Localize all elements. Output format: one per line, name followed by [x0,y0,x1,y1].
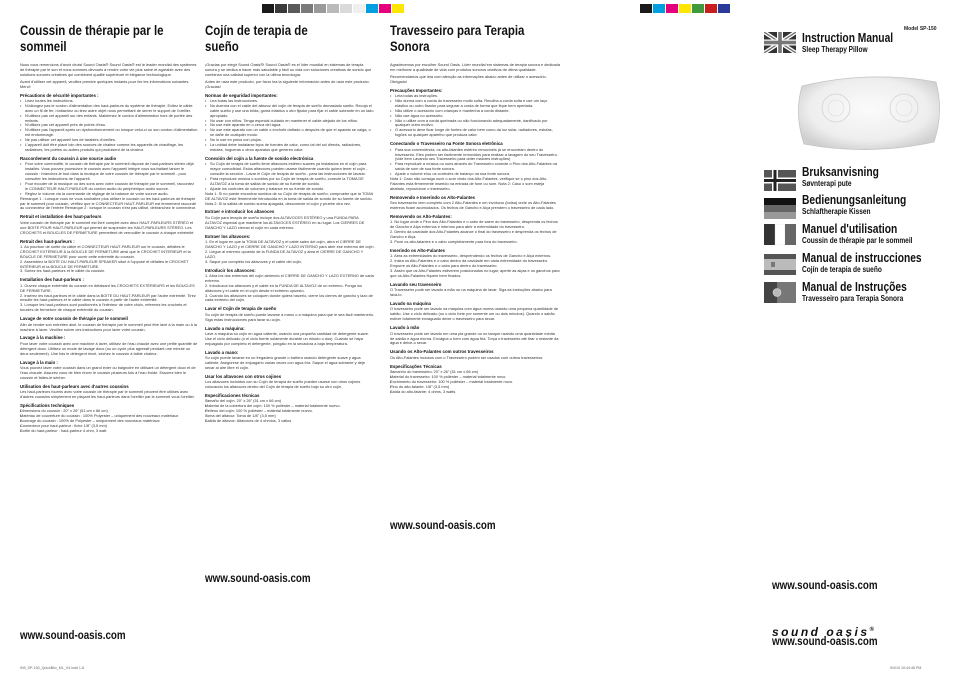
column-portuguese [390,22,560,395]
flag-icon-pt [764,282,796,303]
list-item: 1. No lugar onde o Pino dos Alto-Falantes e o cabo de saem do travesseiro, desprenda os fechos de Gancho e Alça externos e internos para abrir a extremidade do travesseiro. [390,219,558,230]
subsection-heading: Especificações Técnicas [390,363,442,369]
manual-subtitle-text: Schlaftherapie Kissen [802,207,871,216]
color-swatch [392,4,404,13]
color-swatch [653,4,665,13]
subsection-heading: Introducir los altavoces: [205,267,256,273]
list-item: • Sortie du haut-parleur : haut-parleur 4 ohm, 3 watt [20,429,198,434]
manual-title-text: Manuel d'utilisation [802,222,898,236]
list-item: • No use este aparato con un cable o enchufe dañado o después de que el aparato se caiga, o se dañe de cualquier modo. [205,128,375,138]
column-spanish [205,22,375,424]
list-item: 1. Ouvrez chaque extrémité du coussin en défaisant les CROCHETS EXTÉRIEURS et les BOUCLES DE FERMETURE. [20,282,195,293]
list-item: 2. Insira os Alto-Falantes e o cabo dentro da cavidade em cada extremidade do travesseiro. Empurre os Alto-Falantes e o cabo para dentro do travesseiro. [390,258,549,269]
list-item: • Pour votre commodité, le coussin de thérapie par le sommeil dispose de haut-parleurs stéréo déjà installés. Vous pouvez poursuivre le coussin avec l'appareil intégré vous souhaitant lancer le coussin : branchez-le tout dans la musique de votre coussin de thérapie par le sommeil - pour consulter les instructions de l'appareil. [20,162,198,182]
bullet-list [390,370,560,395]
list-item: 2. Llegue al extremo opuesto de la FUNDA DE ALTAVOZ y abra el CIERRE DE GANCHO Y LAZO. [205,248,364,259]
color-swatch [301,4,313,13]
list-item: • Para reproduzir a música ou sons através do Travesseiro conecte o Pino dos Alto-Falantes na saída de som de sua fonte sonora. [390,162,560,172]
list-item: • Material do travesseiro: 100 % poliéster – material totalmente novo. [390,375,560,380]
bullet-list [205,99,375,153]
subsection-heading: Conectando o Travesseiro na Fonte Sonora eletrônica [390,141,503,147]
subsection-heading: Usando os Alto-Falantes com outros travesseiros [390,349,494,355]
website-link-spanish[interactable]: www.sound-oasis.com [205,573,311,585]
color-swatch [353,4,365,13]
subsection-heading: Lavado a máquina: [205,325,245,331]
subsection-heading: Installation des haut-parleurs : [20,277,84,283]
color-swatch [366,4,378,13]
print-footer-right: 9/4/10 10:44:46 PM [890,666,922,670]
flag-icon-de [764,198,796,219]
color-swatch [314,4,326,13]
intro-text-2: Avant d'utiliser cet appareil, veuillez prendre quelques instants pour lire les informations suivantes. Merci! [20,78,190,89]
manual-subtitle-text: Søvnterapi pute [802,179,852,188]
list-item: • L'appareil doit être placé loin des sources de chaleur comme les appareils de chauffage, les radiateurs, les poêles ou autres produits qui produisent de la chaleur. [20,143,198,153]
body-paragraph: Nota 1: Si no puede encontrar sonidos de su Cojín de terapia de sueño, compruebe que la TOMA DE ALTAVOZ esté firmemente introducida en la toma de salida de sonido de su fuente de sonido. Nota 2: Si la salida de sonido suena apagada, desconecte el cojín y pruebe otra vez. [205,190,373,206]
list-item: • No lo use en pelos con piojos. [205,138,375,143]
subsection-heading: Raccordement du coussin à une source audio [20,155,117,161]
column-french [20,22,198,434]
list-item: • N'utilisez pas cet appareil sur des enfants. Maintenez le cordon d'alimentation hors de portée des enfants. [20,114,198,124]
list-item: 3. Sortez les haut-parleurs et le câble du coussin. [20,268,106,274]
subsection-heading: Précautions de sécurité importantes : [20,92,99,98]
color-swatch [275,4,287,13]
bullet-list [20,245,198,274]
subsection-heading: Lavado na máquina [390,301,431,307]
list-item: • Lisez toutes les instructions. [20,99,198,104]
manual-title-de [802,193,906,217]
list-item: 3. Lorsque les haut-parleurs sont positionnés à l'intérieur de votre choix, refermez les crochets et boucles de fermeture de chaque extrémité du coussin. [20,302,187,313]
website-link-portuguese[interactable]: www.sound-oasis.com [390,520,496,532]
color-swatch [679,4,691,13]
list-item: 3. Cuando los altavoces se coloquen donde quiera hacerlo, cierre los cierres de gancho y lazo de cada extremo del cojín. [205,292,373,303]
body-paragraph: O Travesseiro pode ser lavado a mão ou na máquina de lavar. Siga as instruções abaixo para lavá-lo. [390,287,552,298]
manual-title-text: Bruksanvisning [802,165,879,179]
body-paragraph: Su cojín puede lavarse en un fregadero grande o bañera usando detergente suave y agua caliente. Asegúrese de enjuagarlo varias veces con agua fría. Saque el agua sobrante y deje secar al aire libre el cojín. [205,355,366,370]
section-title: Cojín de terapia de sueño [205,22,308,54]
body-paragraph: Remarque 1 : Lorsque vous ne vous souhaitez plus utiliser le coussin ou les haut-parleurs de thérapie par le sommeil pour coussin, vérifiez que le CONNECTEUR HAUT-PARLEUR est fermement raccordé au connecteur de l'entrée Remarque 2 : lorsque le coussin n'est pas utilisé, débranchez le connecteur. [20,195,197,211]
list-item: • Leia todas as instruções. [390,94,560,99]
manual-title-no [802,165,879,189]
list-item: • Enchimento do travesseiro: 100 % poliéster – material totalmente novo. [390,380,560,385]
color-swatch [718,4,730,13]
print-footer-left: IN9_SP-150_QuickBkx_ML_V4.indd 1-8 [20,666,85,670]
manual-subtitle-text: Cojín de terapia de sueño [802,265,882,274]
manual-title-text: Manual de Instruções [802,280,907,294]
manual-title-pt [802,280,907,304]
color-swatch [379,4,391,13]
color-swatch [288,4,300,13]
bullet-list [20,284,198,313]
list-item: • Saída do alto-falante: 4 ohms, 3 watts [390,390,560,395]
flag-icon-no [764,170,796,191]
bullet-list [205,162,375,191]
subsection-heading: Retrait et installation des haut-parleurs [20,214,102,220]
list-item: • Não durma com a corda do travesseiro muito solta. Recolha a corda solta e use um laço elástico ou outro fixador para segurar a corda de forma que fique bem apertada. [390,99,560,109]
list-item: • Ajuste o volume e/ou os controles de balanço na sua fonte sonora. [390,172,560,177]
subsection-heading: Removendo e Inserindo os Alto-Falantes [390,194,475,200]
list-item: • Relleno del cojín: 100 % poliéster – material totalmente nuevo. [205,409,375,414]
list-item: 3. Saque por completo los altavoces y el cable del cojín. [205,258,302,264]
flag-icon-fr [764,224,796,245]
list-item: • Não o utilize com a corda quebrada ou não funcionando adequadamente, danificado por qualquer outro motivo. [390,119,560,129]
model-number: Model SP-150 [904,26,937,32]
subsection-heading: Inserindo os Alto-Falantes [390,247,445,253]
list-item: • La unidad debe instalarse lejos de fuentes de calor, como tal del sol directa, radiadores, estufas, hogueras u otros aparatos que generen calor. [205,143,375,153]
list-item: • No duerma con el cable del altavoz del cojín de terapia de sueño demasiado suelto. Recoja el cable suelto y use una brida, goma elástica u otro fijador para fijar el cable sobrante en un lado apropiado. [205,104,375,119]
list-item: 1. Abra as extremidades do travesseiro, desprendendo os fechos de Gancho e Alça externos. [390,253,552,259]
manual-title-uk [802,31,893,55]
body-paragraph: Su Cojín para terapia de sueño incluye dos ALTAVOCES ESTÉREO y una FUNDA PARA ALTAVOZ especial que mantiene los ALTAVOCES ESTÉREO en su lugar. Los CIERRES DE GANCHO Y LAZO cierran el cojín en cada extremo. [205,214,365,230]
bullet-list [390,94,560,138]
list-item: • Para sua conveniência, os alto-falantes estéreo removíveis já se encontram dentro do travesseiro. Eles podem ser facilmente removidos para realizar a lavagem do seu Travesseiro. (vide item Lavando seu Travesseiro para obter maiores instruções) [390,148,560,163]
subsection-heading: Lavage à la main : [20,359,58,365]
body-paragraph: Su cojín de terapia de sueño puede lavarse a mano o a máquina para que le sea fácil mantenerlo. Siga estas instrucciones para lavar su cojín. [205,311,375,322]
body-paragraph: Votre coussin de thérapie par le sommeil est livré complet avec deux HAUT-PARLEURS STÉRÉO et une BOITE POUR HAUT-PARLEUR qui permet de suspendre les HAUT-PARLEURS STÉRÉO. Les CROCHETS et BOUCLES DE FERMETURE permettent de verrouiller le coussin à chaque extrémité. [20,219,195,235]
subsection-heading: Lavando seu travesseiro [390,281,442,287]
color-swatch [666,4,678,13]
body-paragraph: Vous pouvez laver votre coussin dans un grand évier ou baignoire en utilisant un détergent doux et de l'eau chaude. Assurez vous de bien rincer le coussin plusieurs fois à l'eau froide. Essorez bien le coussin et faites-le sécher. [20,364,196,380]
pillow-image [794,68,944,156]
body-paragraph: O travesseiro pode ser lavado na máquina com água morna usando uma pequena quantidade de sabão. Use o ciclo delicado (ou o ciclo forte por somente um ou dois minutos). Quando o sabão estiver totalmente enxaguado deixe o travesseiro para secar. [390,306,559,322]
list-item: 1. Abra los dos extremos del cojín abriendo el CIERRE DE GANCHO Y LAZO EXTERNO de cada extremo. [205,272,374,283]
body-paragraph: Lave a máquina su cojín en agua caliente, usando una pequeña cantidad de detergente suave. Use el ciclo delicado (o el ciclo fuerte solamente durante un minuto o dos). Cuando se haya enjuagado por completo el detergente, póngalo en la secadora a baja temperatura. [205,331,369,346]
bullet-list [205,274,375,303]
color-registration-bar [262,4,404,13]
subsection-heading: Extraer e introducir los altavoces [205,209,275,215]
intro-text-2: Recomendamos que leia com atenção as informações abaixo antes de utilizar o acessório. Obrigado! [390,73,547,84]
body-paragraph: Los altavoces incluidos con su Cojín de terapia de sueño pueden usarse con otros cojines colocando los altavoces dentro del Cojín de terapia de sueño bajo su otro cojín. [205,379,361,390]
section-title: Coussin de thérapie par le sommeil [20,22,164,54]
website-link-french[interactable]: www.sound-oasis.com [20,630,126,642]
website-link-bottom[interactable]: www.sound-oasis.com [772,636,878,648]
list-item: • Pino do alto-falante: 1/8" (3,5 mm) [390,385,560,390]
list-item: • Para reproducir música o sonidos por su Cojín de terapia de sueño, conecte la TOMA DE ALTAVOZ a la toma de salida de sonido de su fuente de sonido. [205,177,375,187]
subsection-heading: Normas de seguridad importantes: [205,92,278,98]
bullet-list [20,99,198,153]
body-paragraph: O travesseiro pode ser lavado em uma pia grande ou no tanque usando uma quantidade média de sabão e água morna. Enxágue-o bem com água fria. Torça o travesseiro até tirar o restante da água e deixe-o secar. [390,330,559,346]
list-item: 3. Assim que os Alto-Falantes estiverem posicionados no lugar, aperte as alças e os ganchos para que os Alto-Falantes fiquem bem fixados. [390,268,560,278]
color-swatch [692,4,704,13]
manual-subtitle-text: Coussin de thérapie par le sommeil [802,236,913,245]
list-item: 1. En el lugar en que la TOMA DE ALTAVOZ y el cable salen del cojín, abra el CIERRE DE GANCHO Y LAZO y el CIERRE DE GANCHO Y LAZO INTERNO para abrir ese extremo del cojín. [205,239,375,249]
bullet-list [390,220,560,245]
list-item: • Não utilize o acessório com crianças e mantenha a corda distante. [390,109,560,114]
body-paragraph: Les haut-parleurs fournis avec votre coussin de thérapie par le sommeil peuvent être utilisés avec d'autres coussins simplement en plaçant les haut-parleurs dans l'oreiller par le sommeil vous l'oreiller. [20,389,195,399]
list-item: • N'utilisez pas l'appareil après un dysfonctionnement ou lorsque celui-ci ou son cordon d'alimentation est endommagé. [20,128,198,138]
sound-oasis-logo: sound oasis® [772,625,877,639]
body-paragraph: Seu travesseiro vem completo com 2 Alto-Falantes e um invólucro (bolsa) onde os Alto-Falantes estéreos ficam acomodados. Os fechos de Gancho e Alça prendem o travesseiro de cada lado. [390,200,556,211]
subsection-heading: Lavado à mão [390,325,420,331]
list-item: • Salida de altavoz: Altavoces de 4 ohmios, 3 vatios [205,419,375,424]
list-item: • Pour écouter de la musique ou des sons avec votre coussin de thérapie par le sommeil, raccordez le CONNECTEUR HAUT-PARLEUR du cordon audio du périphérique audio source. [20,182,198,192]
manual-title-fr [802,222,912,246]
list-item: • Réglez le volume via la commande de réglage de la balance de votre source audio. [20,192,198,197]
list-item: • Toma del altavoz: Toma de 1/8" (3,5 mm) [205,414,375,419]
list-item: • Material de la cobertura del cojín: 100 % poliéster – material totalmente nuevo. [205,404,375,409]
color-registration-bar-right [640,4,730,13]
subsection-heading: Lavado a mano: [205,349,239,355]
bullet-list [20,162,198,196]
list-item: • N'allongez pas le cordon d'alimentation des haut-parleurs du système de thérapie. Evitez le câble avec un fil de fer, n'attachez ou tirez autre objet nous permettant de serrer le support de l'oreiller. [20,104,198,114]
manual-title-text: Manual de instrucciones [802,251,922,265]
color-swatch [705,4,717,13]
subsection-heading: Conexión del cojín a la fuente de sonido electrónica [205,155,314,161]
subsection-heading: Lavage de votre coussin de thérapie par le sommeil [20,316,128,322]
flag-icon-es [764,254,796,275]
list-item: 2. Introduzca los altavoces y el cable en la FUNDA DE ALTAVOZ de un extremo. Ponga los altavoces y el cable en el cojín desde el extremo opuesto. [205,282,362,293]
subsection-heading: Utilisation des haut-parleurs avec d'autres coussins [20,383,129,389]
list-item: 1. Au pourtour de sortie du câble et CONNECTEUR HAUT-PARLEUR sur le coussin, défaites le CROCHET EXTÉRIEUR & la BOUCLE DE FERMETURE ainsi que le CROCHET INTERIEUR et la BOUCLE DE FERMETURE pour ouvrir cette extrémité du coussin. [20,243,191,259]
flag-icon-uk [764,32,796,53]
website-link-mid[interactable]: www.sound-oasis.com [772,580,878,592]
bullet-list [390,254,560,279]
color-swatch [262,4,274,13]
body-paragraph: Pour laver votre coussin avec une machine à laver, utilisez de l'eau chaude avec une petite quantité de détergent doux. Utilisez un mode de lavage doux (ou un cycle plus agressif pendant une minute ou deux seulement). Une fois le détergent rincé, séchez le coussin à faible chaleur. [20,340,198,356]
color-swatch [640,4,652,13]
body-paragraph: Afin de rendre son entretien aisé, le coussin de thérapie par le sommeil peut être lavé à la main ou à la machine à laver. Veuillez suivre ces instructions pour laver votre coussin. [20,321,197,332]
subsection-heading: Lavage à la machine : [20,335,66,341]
list-item: • Tamaño del cojín: 20" x 26" (51 cm x 66 cm) [205,399,375,404]
manual-subtitle-text: Sleep Therapy Pillow [802,45,868,54]
manual-title-text: Instruction Manual [802,31,894,45]
subsection-heading: Extraer los altavoces: [205,233,251,239]
subsection-heading: Spécifications techniques [20,402,75,408]
bullet-list [20,409,198,434]
body-paragraph: Nota 1: Caso não consiga ouvir o som vindo dos Alto-Falantes, verifique se o pino dos Alto-Falantes está firmemente inserido na entrada de fone ou som. Nota 2: Caso o som esteja abafado, reposicione o travesseiro. [390,176,548,191]
bullet-list [390,148,560,177]
list-item: • Bourrage du coussin : 100% de Polyester – uniquement des nouveaux matériaux [20,419,198,424]
subsection-heading: Lavar el Cojín de terapia de sueño [205,306,277,312]
manual-title-es [802,251,922,275]
intro-text: Agradecemos por escolher Sound Oasis. Líder mundial em sistemas de terapia sonora e dedicada em melhorar a qualidade de vida com produtos sonoros criativos de ótima qualidade. [390,62,560,72]
list-item: • Lea todas las instrucciones. [205,99,375,104]
list-item: • No use este aparato en o cerca del agua. [205,123,375,128]
intro-text: ¡Gracias por elegir Sound Oasis®! Sound Oasis® es el líder mundial en sistemas de terapia sonora y se dedica a hacer más saludable y fácil su vida con soluciones creativas de sonido que combinan una calidad superior con la última tecnología. [205,62,372,77]
subsection-heading: Usar los altavoces con otros cojines [205,373,282,379]
list-item: • No usar con niños. Tenga especial cuidado en mantener el cable alejado de los niños. [205,119,375,124]
list-item: • O acessório deve ficar longe de fontes de calor bem como da luz solar, radiadores, estufas, fogões ou qualquer aparelho que produza calor. [390,128,560,138]
list-item: 3. Puxe os alto-falantes e o cabo completamente para fora do travesseiro. [390,239,518,244]
list-item: • Tamanho do travesseiro: 20" x 26" (51 cm x 66 cm) [390,370,560,375]
list-item: • N'utilisez pas cet appareil près de points d'eau. [20,123,198,128]
body-paragraph: Os Alto-Falantes inclusos com o Travesseiro podem ser usados com outros travesseiros. [390,354,544,360]
bullet-list [205,399,375,424]
list-item: • Dimensions du coussin : 20" x 26" (51 cm x 66 cm) [20,409,198,414]
color-swatch [327,4,339,13]
list-item: • Connecteur pour haut-parleur : fiche 1/8" (3,5 mm) [20,424,198,429]
list-item: • Matériau de couverture du coussin : 100% Polyester – uniquement des nouveaux matériaux [20,414,198,419]
list-item: • Não use água no acessório. [390,114,560,119]
section-title: Travesseiro para Terapia Sonora [390,22,525,54]
subsection-heading: Retrait des haut-parleurs : [20,238,75,244]
intro-text: Nous vous remercions d'avoir choisi Sound Oasis® Sound Oasis® est le leader mondial des systèmes de thérapie par le son et nous sommes dévoués à rendre votre vie plus saine et agréable avec des solutions sonores créatives qui combinent qualité supérieure et élégance technologique. [20,62,197,77]
manual-title-text: Bedienungsanleitung [802,193,907,207]
color-swatch [340,4,352,13]
list-item: 2. Insérez les haut-parleurs et le câble dans la BOITE DU HAUT-PARLEUR par l'autre extrémité. Tirez ensuite les haut-parleurs et le câble dans le coussin à partir de l'autre extrémité. [20,292,196,303]
list-item: • Ajuste los controles de volumen y balance en su fuente de sonido. [205,187,375,192]
list-item: 2. Dentro da cavidade dos Alto-Falantes alcance o final do travesseiro e desprenda os fechos de Gancho e Alça. [390,229,557,240]
intro-text-2: Antes de usar este producto, por favor lea la siguiente información antes de usar este producto. ¡Gracias! [205,78,370,89]
subsection-heading: Especificaciones técnicas [205,393,260,399]
list-item: 2. Assemblez la BOITE DU HAUT-PARLEUR SPEAKER situé à l'opposé et défaites le CROCHET INTÉRIEUR et la BOUCLE DE FERMETURE. [20,258,189,269]
list-item: • Ne pas utiliser cet appareil lors de tarabies d'oreilles. [20,138,198,143]
bullet-list [205,240,375,265]
list-item: • Su Cojín de terapia de sueño tiene altavoces estéreo suaves ya instalados en el cojín para mayor comodidad. Estos altavoces pueden usarse fácilmente cuando quiera tener el cojín - consulte la sección - Lavar el Cojín de terapia de sueño - para las instrucciones de lavado. [205,162,375,177]
subsection-heading: Precauções Importantes: [390,87,443,93]
subsection-heading: Removendo os Alto-Falantes: [390,213,452,219]
manual-subtitle-text: Travesseiro para Terapia Sonora [802,294,904,303]
